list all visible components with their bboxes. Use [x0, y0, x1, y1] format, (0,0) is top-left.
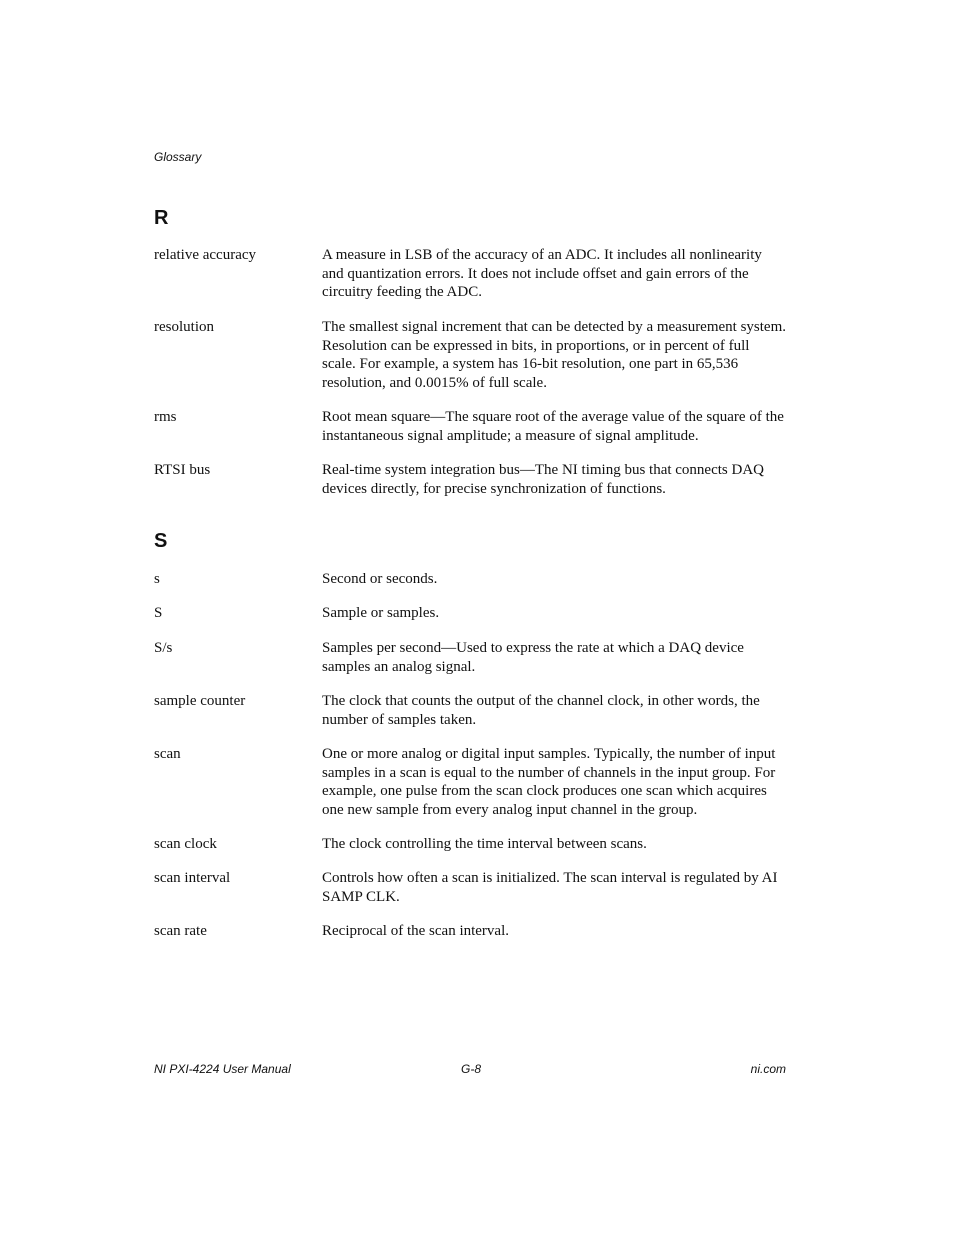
footer-manual-title: NI PXI-4224 User Manual	[154, 1062, 291, 1076]
footer-page-number: G-8	[461, 1062, 482, 1076]
glossary-term: resolution	[154, 319, 214, 335]
glossary-term: S/s	[154, 640, 173, 656]
glossary-term: scan interval	[154, 870, 231, 886]
glossary-term: s	[154, 571, 160, 587]
glossary-term: sample counter	[154, 693, 246, 709]
glossary-definition: Controls how often a scan is initialized. The scan interval is regulated by AI SAMP CLK.	[322, 870, 778, 905]
glossary-definition: Root mean square—The square root of the average value of the square of the instantaneous signal amplitude; a measure of signal amplitude.	[322, 409, 784, 444]
glossary-definition: Sample or samples.	[322, 605, 440, 621]
glossary-definition: The clock that counts the output of the channel clock, in other words, the number of samples taken.	[322, 693, 760, 728]
glossary-definition: Real-time system integration bus—The NI timing bus that connects DAQ devices directly, for precise synchronization of functions.	[322, 462, 765, 497]
glossary-definition: Reciprocal of the scan interval.	[322, 923, 510, 939]
glossary-term: S	[154, 605, 163, 621]
section-letter-r: R	[154, 207, 169, 229]
glossary-term: scan	[154, 746, 181, 762]
glossary-definition: Samples per second—Used to express the rate at which a DAQ device samples an analog signal.	[322, 640, 744, 675]
glossary-definition: A measure in LSB of the accuracy of an ADC. It includes all nonlinearity and quantization errors. It does not include offset and gain errors of the circuitry feeding the ADC.	[322, 247, 762, 301]
glossary-term: rms	[154, 409, 177, 425]
footer-website: ni.com	[750, 1062, 786, 1076]
glossary-definition: The smallest signal increment that can be detected by a measurement system. Resolution can be expressed in bits, in proportions, or in percent of full scale. For example, a system has 16-bit resolution, one part in 65,536 resolution, and 0.0015% of full scale.	[322, 319, 787, 391]
glossary-definition: The clock controlling the time interval between scans.	[322, 836, 647, 852]
running-head: Glossary	[154, 150, 202, 164]
glossary-term: relative accuracy	[154, 247, 257, 263]
glossary-term: RTSI bus	[154, 462, 211, 478]
glossary-definition: Second or seconds.	[322, 571, 438, 587]
glossary-term: scan clock	[154, 836, 217, 852]
glossary-definition: One or more analog or digital input samples. Typically, the number of input samples in a scan is equal to the number of channels in the input group. For example, one pulse from the scan clock produces one scan which acquires one new sample from every analog input channel in the group.	[322, 746, 776, 818]
glossary-term: scan rate	[154, 923, 207, 939]
section-letter-s: S	[154, 530, 168, 552]
